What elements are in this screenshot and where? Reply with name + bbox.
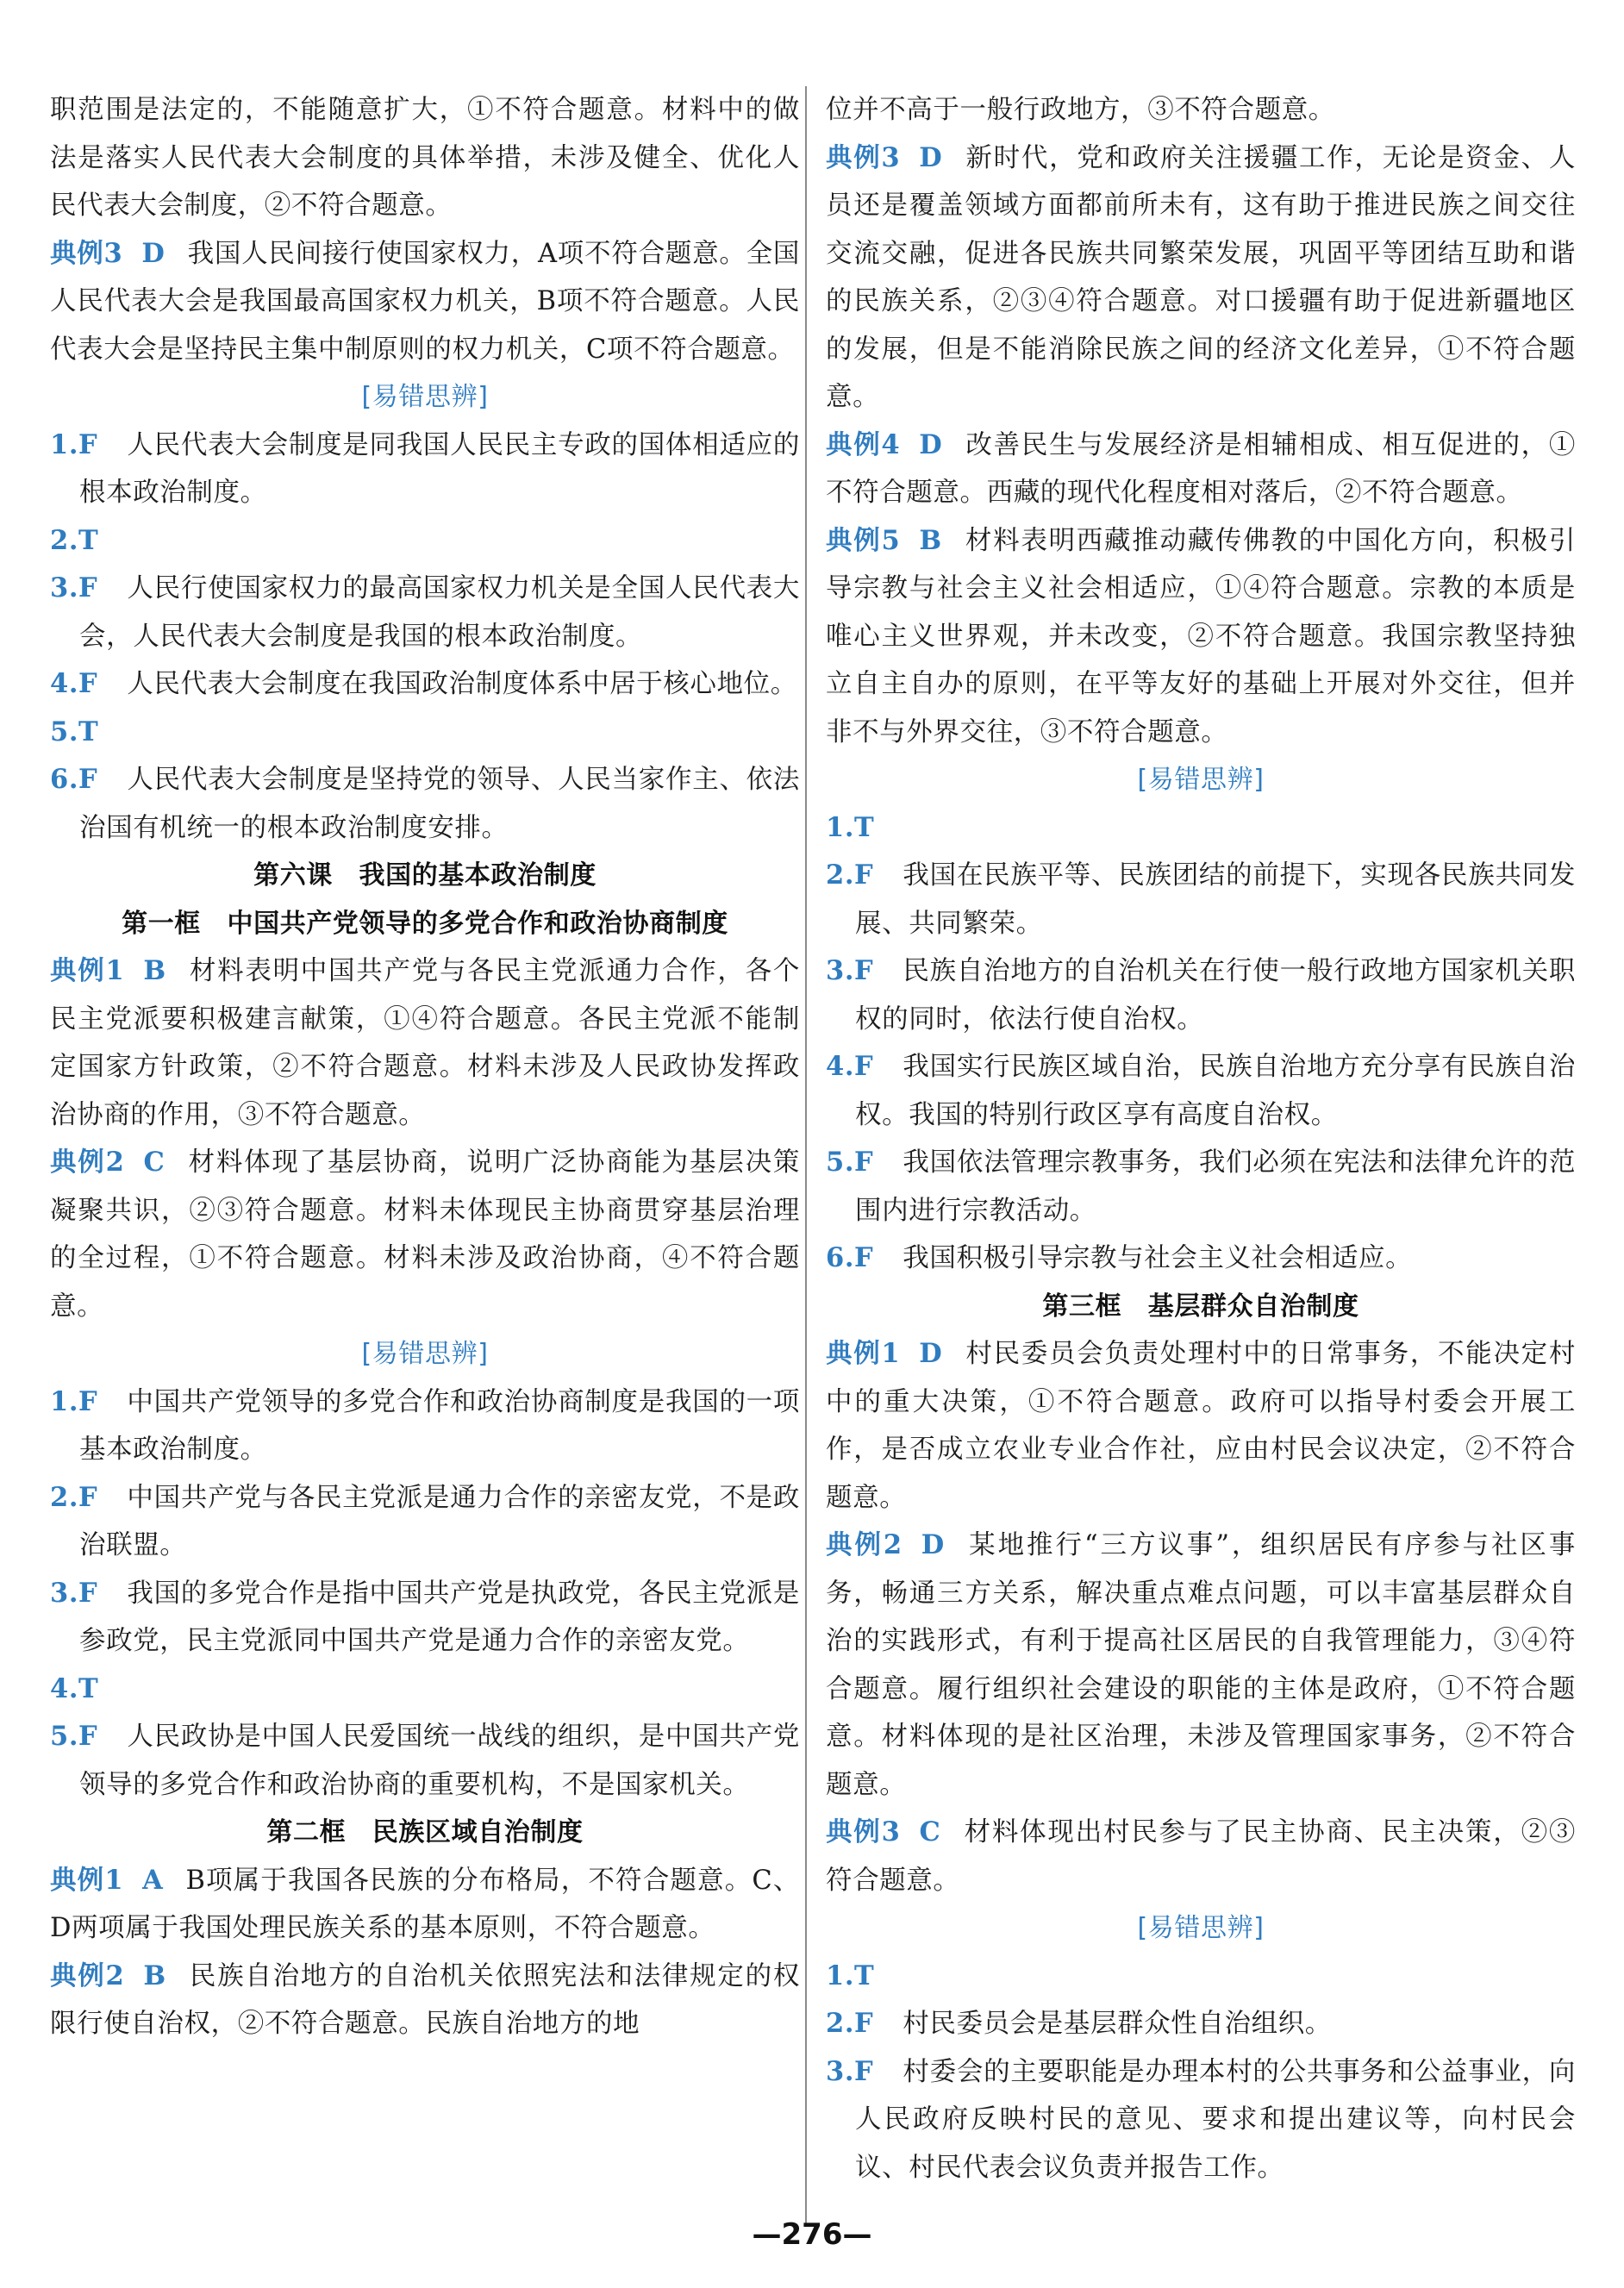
item-verdict: 3.F [50, 1577, 98, 1609]
example-answer [50, 230, 800, 374]
item-text: 我国实行民族区域自治，民族自治地方充分享有民族自治权。我国的特别行政区享有高度自治权。 [855, 1052, 1576, 1130]
judgement-item [826, 2000, 1576, 2048]
column-divider [805, 86, 807, 2224]
answer-letter: D [919, 141, 943, 173]
example-answer [826, 517, 1576, 757]
item-verdict: 5.T [50, 716, 99, 747]
example-label [826, 525, 942, 556]
item-text: 村委会的主要职能是办理本村的公共事务和公益事业，向人民政府反映村民的意见、要求和提出建议等，向村民会议、村民代表会议负责并报告工作。 [855, 2056, 1576, 2183]
lesson-title: 第六课 我国的基本政治制度 [253, 860, 597, 891]
example-answer [50, 1953, 800, 2048]
judgement-item [826, 2048, 1576, 2192]
example-number: 典例2 [50, 1147, 125, 1178]
judgement-item [50, 1474, 800, 1570]
item-verdict: 2.T [50, 524, 99, 556]
explanation-text: 我国人民间接行使国家权力，A项不符合题意。全国人民代表大会是我国最高国家权力机关，B项不符合题意。人民代表大会是坚持民主集中制原则的权力机关，C项不符合题意。 [50, 238, 800, 365]
judgement-item [50, 1666, 800, 1714]
answer-letter: B [919, 524, 942, 556]
example-label [50, 1865, 163, 1896]
example-label [826, 1816, 940, 1847]
explanation-text: 改善民生与发展经济是相辅相成、相互促进的，①不符合题意。西藏的现代化程度相对落后，②不符合题意。 [826, 429, 1576, 508]
item-text: 我国在民族平等、民族团结的前提下，实现各民族共同发展、共同繁荣。 [855, 860, 1576, 939]
judgement-item [826, 1235, 1576, 1283]
example-answer [50, 1857, 800, 1953]
answer-letter: D [921, 1529, 945, 1560]
explanation-text: 材料体现出村民参与了民主协商、民主决策，②③符合题意。 [826, 1817, 1576, 1896]
item-text: 中国共产党与各民主党派是通力合作的亲密友党，不是政治联盟。 [79, 1482, 800, 1560]
section-heading: [易错思辨] [361, 1339, 489, 1369]
item-text: 人民代表大会制度是同我国人民民主专政的国体相适应的根本政治制度。 [79, 429, 800, 508]
section-heading: [易错思辨] [361, 382, 489, 412]
item-verdict: 1.T [826, 811, 875, 843]
lesson-title: 第三框 基层群众自治制度 [1042, 1291, 1359, 1322]
item-text: 民族自治地方的自治机关在行使一般行政地方国家机关职权的同时，依法行使自治权。 [855, 956, 1576, 1035]
explanation-text: 村民委员会负责处理村中的日常事务，不能决定村中的重大决策，①不符合题意。政府可以指导村委会开展工作，是否成立农业专业合作社，应由村民会议决定，②不符合题意。 [826, 1339, 1576, 1513]
answer-letter: C [919, 1816, 941, 1847]
example-number: 典例3 [826, 141, 901, 173]
example-number: 典例3 [50, 237, 123, 269]
judgement-item [826, 1953, 1576, 2001]
judgement-item [826, 804, 1576, 853]
answer-letter: D [919, 1338, 943, 1369]
example-label [50, 1147, 165, 1178]
item-text: 我国积极引导宗教与社会主义社会相适应。 [903, 1243, 1413, 1273]
item-text: 我国依法管理宗教事务，我们必须在宪法和法律允许的范围内进行宗教活动。 [855, 1147, 1576, 1226]
item-text: 我国的多党合作是指中国共产党是执政党，各民主党派是参政党，民主党派同中国共产党是通力合作的亲密友党。 [79, 1578, 800, 1656]
answer-letter: B [143, 955, 166, 986]
example-number: 典例1 [50, 955, 125, 986]
example-answer [826, 1809, 1576, 1904]
example-number: 典例2 [826, 1529, 903, 1560]
example-label [50, 238, 165, 269]
example-label [826, 1338, 942, 1369]
judgement-item [826, 1139, 1576, 1235]
example-answer [826, 1522, 1576, 1809]
explanation-text: B项属于我国各民族的分布格局，不符合题意。C、D两项属于我国处理民族关系的基本原则，不符合题意。 [50, 1865, 800, 1943]
example-number: 典例4 [826, 428, 901, 460]
continued-paragraph: 位并不高于一般行政地方，③不符合题意。 [826, 95, 1335, 125]
example-answer [826, 1330, 1576, 1522]
answer-letter: A [142, 1864, 164, 1896]
judgement-item [50, 1378, 800, 1474]
answer-letter: D [919, 428, 943, 460]
lesson-title: 第一框 中国共产党领导的多党合作和政治协商制度 [122, 908, 728, 939]
example-number: 典例1 [826, 1338, 901, 1369]
example-label [826, 142, 942, 173]
judgement-item [826, 852, 1576, 947]
example-label [50, 955, 166, 986]
section-heading: [易错思辨] [1137, 765, 1265, 795]
explanation-text: 材料表明西藏推动藏传佛教的中国化方向，积极引导宗教与社会主义社会相适应，①④符合题意。宗教的本质是唯心主义世界观，并未改变，②不符合题意。我国宗教坚持独立自主自办的原则，在平等友好的基础上开展对外交往，但并非不与外界交往，③不符合题意。 [826, 525, 1576, 747]
answer-letter: C [143, 1147, 166, 1178]
item-verdict: 3.F [826, 955, 874, 986]
judgement-item [50, 756, 800, 852]
explanation-text: 材料表明中国共产党与各民主党派通力合作，各个民主党派要积极建言献策，①④符合题意。各民主党派不能制定国家方针政策，②不符合题意。材料未涉及人民政协发挥政治协商的作用，③不符合题意。 [50, 956, 800, 1130]
answer-letter: D [141, 237, 166, 269]
example-answer [826, 134, 1576, 422]
judgement-item [826, 947, 1576, 1043]
continued-paragraph: 职范围是法定的，不能随意扩大，①不符合题意。材料中的做法是落实人民代表大会制度的具体举措，未涉及健全、优化人民代表大会制度，②不符合题意。 [50, 95, 800, 221]
item-verdict: 3.F [50, 572, 98, 603]
item-verdict: 4.F [826, 1051, 874, 1082]
judgement-item [50, 1713, 800, 1809]
example-answer [826, 422, 1576, 517]
item-text: 村民委员会是基层群众性自治组织。 [903, 2009, 1332, 2039]
item-verdict: 5.F [826, 1147, 874, 1178]
item-text: 人民行使国家权力的最高国家权力机关是全国人民代表大会，人民代表大会制度是我国的根本政治制度。 [79, 573, 800, 652]
page-number: —276— [752, 2217, 872, 2252]
example-number: 典例1 [50, 1864, 124, 1896]
judgement-item [50, 422, 800, 517]
item-verdict: 1.F [50, 1385, 98, 1417]
item-verdict: 1.F [50, 428, 98, 460]
item-verdict: 1.T [826, 1960, 875, 1991]
judgement-item [50, 565, 800, 660]
item-text: 人民代表大会制度在我国政治制度体系中居于核心地位。 [127, 669, 797, 699]
item-verdict: 6.F [50, 764, 98, 795]
example-label [50, 1960, 166, 1991]
item-verdict: 4.F [50, 668, 98, 699]
judgement-item [826, 1043, 1576, 1139]
explanation-text: 新时代，党和政府关注援疆工作，无论是资金、人员还是覆盖领域方面都前所未有，这有助于推进民族之间交往交流交融，促进各民族共同繁荣发展，巩固平等团结互助和谐的民族关系，②③④符合题意。对口援疆有助于促进新疆地区的发展，但是不能消除民族之间的经济文化差异，①不符合题意。 [826, 142, 1576, 412]
example-number: 典例5 [826, 524, 901, 556]
item-verdict: 2.F [50, 1481, 98, 1513]
example-answer [50, 1139, 800, 1330]
item-verdict: 4.T [50, 1672, 99, 1704]
example-label [826, 429, 942, 460]
item-verdict: 5.F [50, 1721, 98, 1752]
answer-letter: B [143, 1960, 166, 1991]
item-text: 人民政协是中国人民爱国统一战线的组织，是中国共产党领导的多党合作和政治协商的重要机构，不是国家机关。 [79, 1722, 800, 1800]
example-answer [50, 947, 800, 1139]
item-verdict: 2.F [826, 2008, 874, 2039]
right-column [826, 86, 1576, 2191]
judgement-item [50, 1570, 800, 1666]
section-heading: [易错思辨] [1137, 1913, 1265, 1943]
item-verdict: 2.F [826, 860, 874, 891]
judgement-item [50, 517, 800, 566]
example-number: 典例2 [50, 1960, 125, 1991]
judgement-item [50, 709, 800, 757]
item-verdict: 6.F [826, 1242, 874, 1273]
item-text: 人民代表大会制度是坚持党的领导、人民当家作主、依法治国有机统一的根本政治制度安排。 [79, 765, 800, 843]
lesson-title: 第二框 民族区域自治制度 [266, 1817, 584, 1847]
judgement-item [50, 660, 800, 709]
example-number: 典例3 [826, 1816, 901, 1847]
item-verdict: 3.F [826, 2055, 874, 2087]
item-text: 中国共产党领导的多党合作和政治协商制度是我国的一项基本政治制度。 [79, 1386, 800, 1465]
explanation-text: 民族自治地方的自治机关依照宪法和法律规定的权限行使自治权，②不符合题意。民族自治地方的地 [50, 1960, 800, 2039]
left-column [50, 86, 800, 2048]
explanation-text: 某地推行“三方议事”，组织居民有序参与社区事务，畅通三方关系，解决重点难点问题，可以丰富基层群众自治的实践形式，有利于提高社区居民的自我管理能力，③④符合题意。履行组织社会建设的职能的主体是政府，①不符合题意。材料体现的是社区治理，未涉及管理国家事务，②不符合题意。 [826, 1530, 1576, 1800]
explanation-text: 材料体现了基层协商，说明广泛协商能为基层决策凝聚共识，②③符合题意。材料未体现民主协商贯穿基层治理的全过程，①不符合题意。材料未涉及政治协商，④不符合题意。 [50, 1147, 800, 1322]
example-label [826, 1529, 945, 1560]
